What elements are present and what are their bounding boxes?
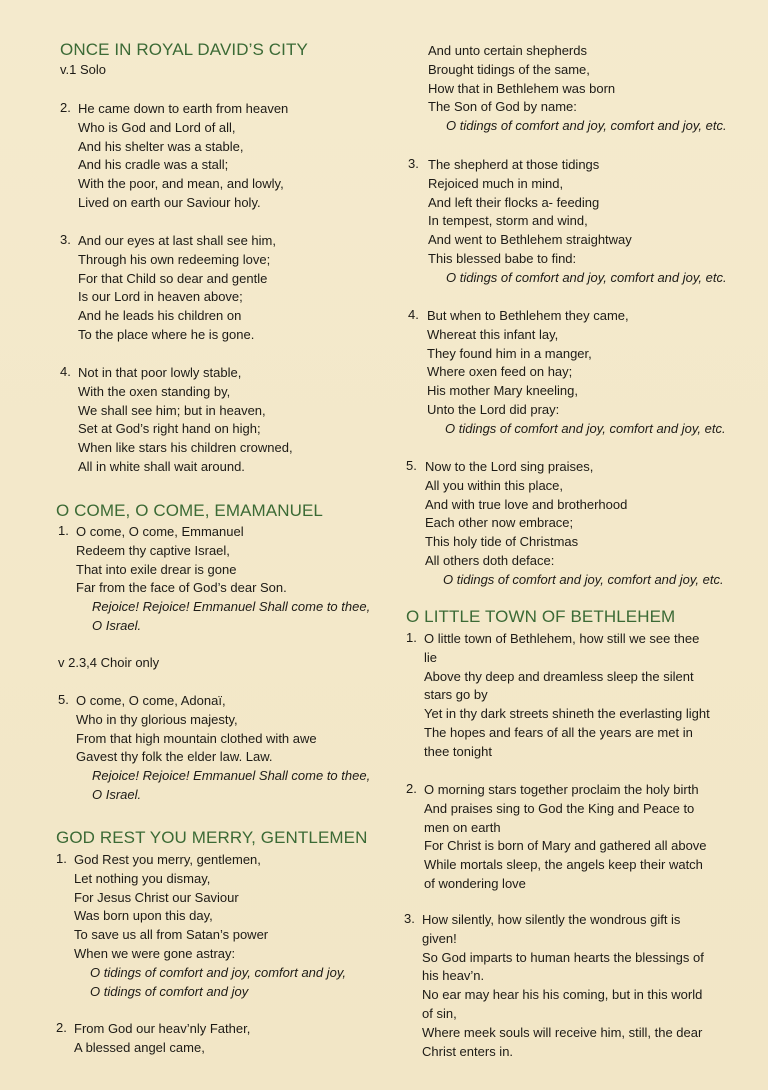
refrain-line: Rejoice! Rejoice! Emmanuel Shall come to thee, [92,599,371,615]
verse-line: All in white shall wait around. [78,458,245,474]
verse-line: given! [422,930,457,946]
verse-number: 5. [406,458,417,473]
verse-line: his heav’n. [422,968,485,984]
verse-line: Now to the Lord sing praises, [425,459,594,474]
verse-line: The hopes and fears of all the years are met in [424,724,693,740]
refrain-line: O tidings of comfort and joy, comfort and joy, [90,964,347,980]
verse-line: And his cradle was a stall; [78,157,229,173]
verse-line: thee tonight [424,743,492,759]
verse-line: Where oxen feed on hay; [427,364,573,380]
verse-number: 3. [404,911,415,926]
verse-line: Through his own redeeming love; [78,251,271,267]
verse-line: Christ enters in. [422,1043,514,1059]
refrain-line: O Israel. [92,786,142,802]
verse-continuation [428,42,727,136]
verse-line: And with true love and brotherhood [425,496,628,512]
verse-line: Where meek souls will receive him, still, the dear [422,1024,703,1040]
verse-number: 5. [58,692,69,707]
verse-line: In tempest, storm and wind, [428,213,588,229]
verse-line: And unto certain shepherds [428,43,587,58]
verse-line: With the oxen standing by, [78,383,231,399]
hymn-title: O LITTLE TOWN OF BETHLEHEM [406,607,676,626]
verse-number: 1. [56,851,67,866]
verse-line: men on earth [424,819,501,835]
refrain-line: O tidings of comfort and joy, comfort and joy, etc. [446,269,727,285]
verse-line: He came down to earth from heaven [78,101,289,116]
verse-line: And went to Bethlehem straightway [428,232,632,248]
verse-line: But when to Bethlehem they came, [427,308,629,323]
verse-line: With the poor, and mean, and lowly, [78,176,284,192]
verse-line: Unto the Lord did pray: [427,401,560,417]
verse-line: All others doth deface: [425,552,555,568]
verse-line: The shepherd at those tidings [428,157,600,172]
verse-number: 4. [60,364,71,379]
verse-number: 2. [406,781,417,796]
verse-line: No ear may hear his his coming, but in this world [422,987,703,1003]
verse-line: We shall see him; but in heaven, [78,402,266,418]
verse-line: Who is God and Lord of all, [78,119,236,135]
refrain-line: O Israel. [92,617,142,633]
hymn-title: O COME, O COME, EMAMANUEL [56,501,323,520]
verse-line: When we were gone astray: [74,945,236,961]
verse-line: Above thy deep and dreamless sleep the silent [424,668,694,684]
verse-line: O come, O come, Adonaï, [76,693,226,708]
verse-line: Lived on earth our Saviour holy. [78,194,261,210]
verse-line: Redeem thy captive Israel, [76,542,230,558]
performance-note: v 2.3,4 Choir only [58,655,160,670]
verse-line: O morning stars together proclaim the holy birth [424,782,699,797]
verse-line: Set at God’s right hand on high; [78,421,261,437]
refrain-line: O tidings of comfort and joy [90,983,249,999]
verse-line: To save us all from Satan’s power [74,927,269,943]
verse-line: The Son of God by name: [428,99,577,115]
verse-line: Rejoiced much in mind, [428,175,564,191]
refrain-line: O tidings of comfort and joy, comfort and joy, etc. [443,571,724,587]
verse-line: When like stars his children crowned, [78,440,293,456]
verse-line: Each other now embrace; [425,515,574,531]
verse-number: 4. [408,307,419,322]
verse-number: 2. [56,1020,67,1035]
verse-line: Far from the face of God’s dear Son. [76,580,287,596]
verse-line: Let nothing you dismay, [74,870,211,886]
verse-line: Brought tidings of the same, [428,61,590,77]
verse-number: 3. [408,156,419,171]
hymn-title: GOD REST YOU MERRY, GENTLEMEN [56,828,368,847]
verse-line: Whereat this infant lay, [427,326,559,342]
verse-line: From God our heav’nly Father, [74,1021,251,1036]
verse-number: 3. [60,232,71,247]
verse-line: That into exile drear is gone [76,561,237,577]
verse-line: How that in Bethlehem was born [428,80,616,96]
verse-line: For Jesus Christ our Saviour [74,889,239,905]
verse-line: All you within this place, [425,477,564,493]
verse-line: O come, O come, Emmanuel [76,524,244,539]
verse-line: Gavest thy folk the elder law. Law. [76,749,273,765]
verse-line: To the place where he is gone. [78,326,255,342]
verse-line: lie [424,649,438,665]
verse-line: While mortals sleep, the angels keep their watch [424,857,703,873]
verse-line: And our eyes at last shall see him, [78,233,276,248]
verse-line: This blessed babe to find: [428,250,577,266]
verse-line: stars go by [424,687,488,703]
verse-line: And praises sing to God the King and Peace to [424,800,695,816]
verse-line: Is our Lord in heaven above; [78,289,243,305]
verse-line: Was born upon this day, [74,908,213,924]
verse-line: of wondering love [424,875,526,891]
verse-line: Who in thy glorious majesty, [76,711,238,727]
verse-line: And he leads his children on [78,308,242,324]
verse-line: A blessed angel came, [74,1039,205,1055]
verse-line: For that Child so dear and gentle [78,270,268,286]
performance-note: v.1 Solo [60,62,107,77]
verse-number: 1. [58,523,69,538]
verse-line: O little town of Bethlehem, how still we see thee [424,631,700,646]
verse-line: From that high mountain clothed with awe [76,730,317,746]
verse-line: Yet in thy dark streets shineth the everlasting light [424,706,710,722]
refrain-line: O tidings of comfort and joy, comfort and joy, etc. [445,420,726,436]
verse-line: So God imparts to human hearts the blessings of [422,949,704,965]
hymn-title: ONCE IN ROYAL DAVID’S CITY [60,40,308,59]
verse-line: And his shelter was a stable, [78,138,244,154]
verse-number: 2. [60,100,71,115]
verse-line: God Rest you merry, gentlemen, [74,852,261,867]
verse-line: They found him in a manger, [427,345,592,361]
verse-line: Not in that poor lowly stable, [78,365,242,380]
verse-line: His mother Mary kneeling, [427,383,578,399]
verse-line: For Christ is born of Mary and gathered all above [424,838,707,854]
verse-number: 1. [406,630,417,645]
refrain-line: O tidings of comfort and joy, comfort and joy, etc. [446,118,727,134]
refrain-line: Rejoice! Rejoice! Emmanuel Shall come to thee, [92,768,371,784]
verse-line: And left their flocks a- feeding [428,194,600,210]
verse-line: of sin, [422,1005,457,1021]
verse-line: How silently, how silently the wondrous gift is [422,912,681,927]
verse-line: This holy tide of Christmas [425,534,579,550]
